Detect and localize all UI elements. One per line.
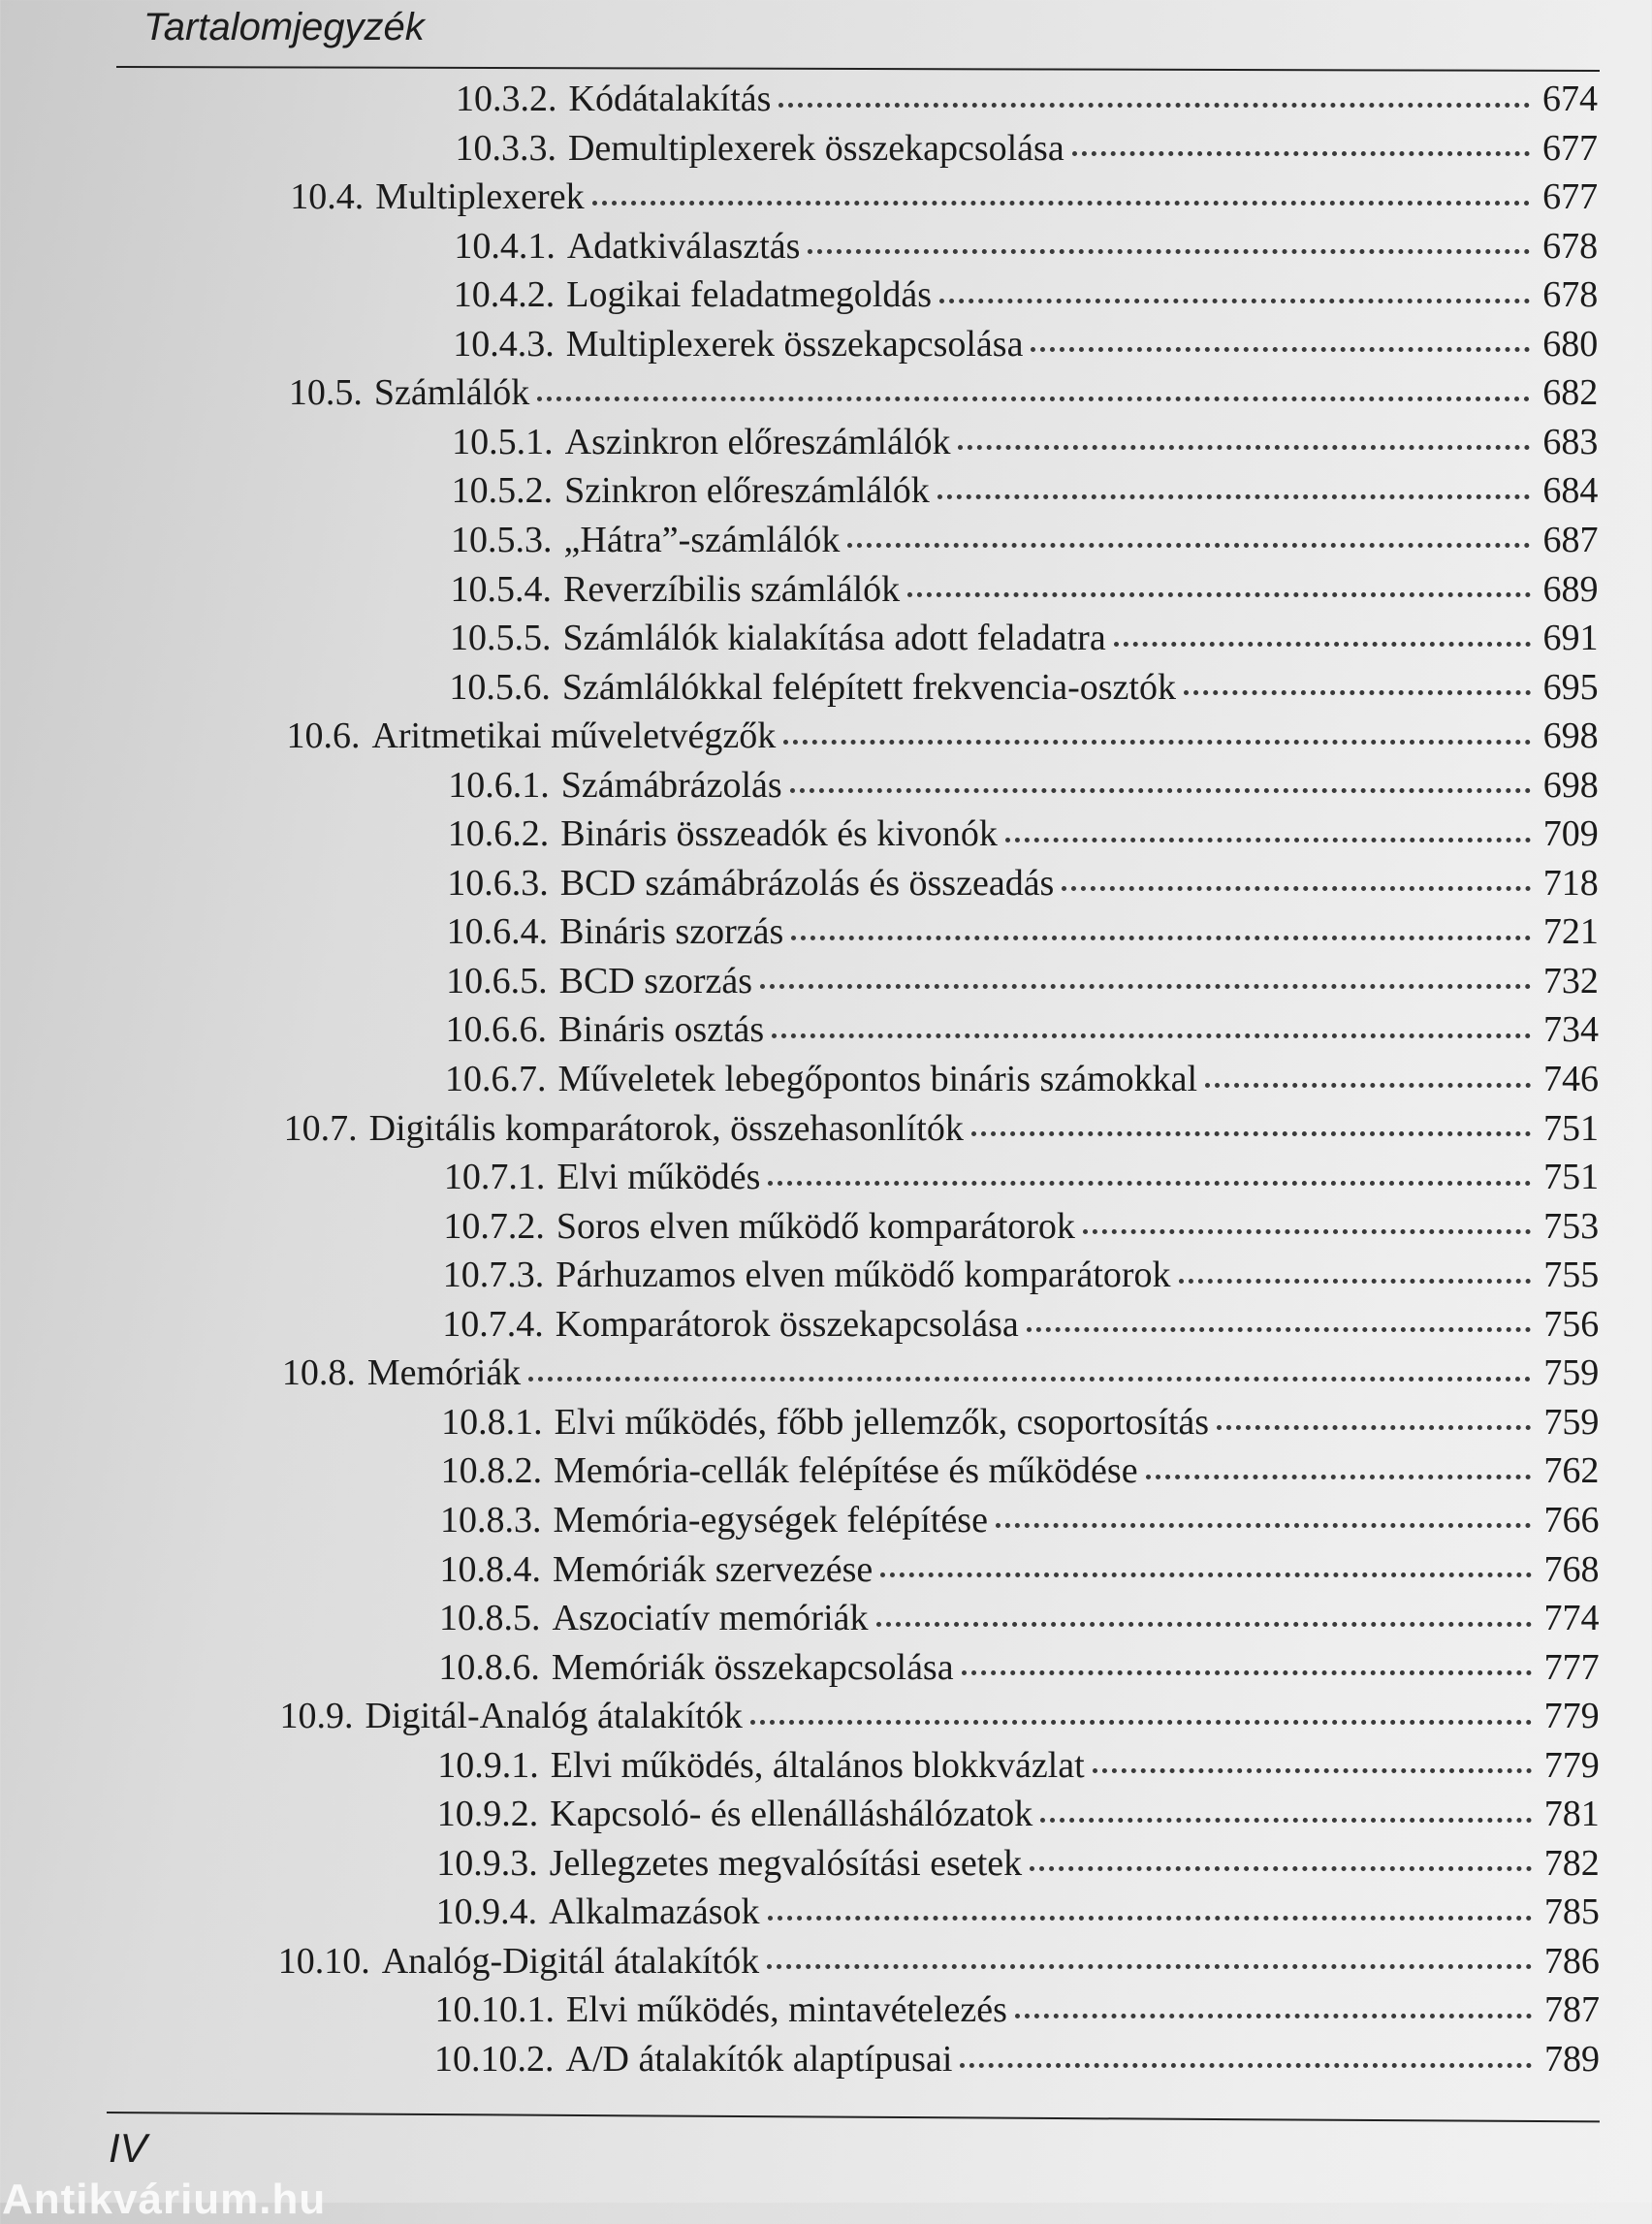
- toc-number: 10.5.: [288, 372, 363, 414]
- toc-title: Digitális komparátorok, összehasonlítók: [368, 1107, 964, 1149]
- toc-subsection-entry: [448, 762, 1598, 809]
- toc-number: 10.9.4.: [435, 1891, 538, 1933]
- toc-page-number: 753: [1543, 1205, 1600, 1247]
- toc-subsection-entry: [435, 1986, 1600, 2033]
- dot-leader: [778, 103, 1530, 108]
- toc-page-number: 682: [1542, 372, 1599, 414]
- toc-page-number: 774: [1543, 1598, 1600, 1639]
- toc-subsection-entry: [450, 615, 1599, 661]
- toc-number: 10.8.1.: [441, 1401, 543, 1443]
- toc-subsection-entry: [451, 566, 1599, 613]
- dot-leader: [1093, 1768, 1532, 1773]
- toc-page-number: 766: [1543, 1499, 1600, 1541]
- toc-page-number: 674: [1542, 79, 1598, 119]
- toc-page-number: 755: [1543, 1255, 1600, 1296]
- toc-title: Bináris osztás: [558, 1009, 765, 1051]
- toc-subsection-entry: [444, 1154, 1599, 1200]
- toc-subsection-entry: [447, 860, 1599, 906]
- toc-page-number: 751: [1543, 1107, 1600, 1149]
- toc-number: 10.5.2.: [451, 470, 554, 512]
- toc-title: Számlálókkal felépített frekvencia-osztók: [561, 666, 1176, 708]
- toc-title: Memóriák szervezése: [553, 1548, 874, 1590]
- toc-subsection-entry: [442, 1301, 1599, 1348]
- toc-title: Digitál-Analóg átalakítók: [365, 1696, 743, 1737]
- toc-subsection-entry: [456, 76, 1598, 122]
- toc-number: 10.6.2.: [447, 813, 550, 855]
- toc-page-number: 787: [1543, 1989, 1600, 2031]
- toc-title: Számlálók: [373, 372, 530, 414]
- dot-leader: [808, 249, 1530, 254]
- toc-title: A/D átalakítók alaptípusai: [565, 2039, 953, 2080]
- toc-number: 10.5.6.: [449, 666, 551, 708]
- dot-leader: [528, 1377, 1531, 1382]
- toc-subsection-entry: [446, 958, 1599, 1004]
- toc-subsection-entry: [443, 1252, 1599, 1298]
- toc-number: 10.8.3.: [440, 1499, 542, 1541]
- toc-title: Multiplexerek összekapcsolása: [565, 323, 1024, 365]
- running-head: Tartalomjegyzék: [143, 6, 425, 48]
- toc-page-number: 762: [1543, 1450, 1600, 1492]
- toc-number: 10.7.: [283, 1107, 358, 1149]
- toc-title: Memóriák összekapcsolása: [551, 1646, 954, 1688]
- dot-leader: [958, 445, 1530, 450]
- dot-leader: [783, 740, 1530, 745]
- dot-leader: [1072, 151, 1530, 156]
- toc-page-number: 759: [1543, 1352, 1600, 1394]
- toc-number: 10.6.6.: [445, 1009, 548, 1051]
- dot-leader: [1031, 347, 1530, 352]
- toc-number: 10.3.3.: [455, 127, 556, 169]
- toc-section-entry: [286, 713, 1598, 759]
- toc-page-number: 680: [1542, 323, 1599, 365]
- toc-subsection-entry: [452, 467, 1599, 514]
- toc-subsection-entry: [440, 1497, 1599, 1543]
- toc-title: Bináris szorzás: [559, 911, 784, 953]
- toc-number: 10.6.7.: [445, 1059, 547, 1099]
- toc-title: BCD számábrázolás és összeadás: [559, 862, 1055, 904]
- toc-page-number: 786: [1543, 1940, 1600, 1982]
- toc-title: Adatkiválasztás: [566, 225, 801, 267]
- toc-subsection-entry: [452, 419, 1598, 465]
- toc-page-number: 782: [1543, 1842, 1600, 1884]
- dot-leader: [760, 984, 1531, 989]
- dot-leader: [750, 1720, 1532, 1725]
- toc-page-number: 751: [1543, 1157, 1600, 1198]
- dot-leader: [592, 201, 1531, 206]
- toc-title: Műveletek lebegőpontos bináris számokkal: [557, 1059, 1198, 1099]
- toc-page-number: 779: [1543, 1744, 1600, 1786]
- toc-number: 10.6.4.: [446, 911, 549, 953]
- toc-number: 10.7.1.: [443, 1157, 546, 1198]
- toc-title: Kódátalakítás: [568, 79, 772, 119]
- watermark-text: Antikvárium.hu: [2, 2176, 327, 2223]
- dot-leader: [962, 1670, 1532, 1675]
- toc-title: Kapcsoló- és ellenálláshálózatok: [550, 1794, 1033, 1835]
- toc-section-entry: [278, 1938, 1600, 1985]
- page-folio: IV: [109, 2125, 147, 2171]
- toc-number: 10.3.2.: [456, 79, 557, 119]
- toc-title: „Hátra”-számlálók: [563, 519, 841, 560]
- toc-section-entry: [290, 174, 1598, 220]
- toc-section-entry: [284, 1105, 1599, 1152]
- toc-number: 10.8.2.: [440, 1450, 543, 1492]
- dot-leader: [876, 1622, 1532, 1627]
- dot-leader: [1205, 1083, 1531, 1088]
- toc-title: Aszinkron előreszámlálók: [564, 421, 951, 462]
- toc-number: 10.6.: [286, 715, 361, 757]
- toc-page-number: 781: [1543, 1794, 1600, 1835]
- toc-title: Számlálók kialakítása adott feladatra: [562, 618, 1106, 659]
- dot-leader: [1027, 1327, 1531, 1332]
- dot-leader: [1083, 1229, 1531, 1234]
- toc-page-number: 759: [1543, 1401, 1600, 1443]
- toc-number: 10.9.3.: [436, 1842, 538, 1884]
- toc-title: Analóg-Digitál átalakítók: [381, 1940, 760, 1982]
- toc-page-number: 789: [1544, 2039, 1600, 2080]
- toc-number: 10.5.5.: [449, 618, 552, 659]
- dot-leader: [768, 1916, 1532, 1921]
- dot-leader: [1184, 690, 1531, 695]
- toc-title: Demultiplexerek összekapcsolása: [567, 127, 1064, 169]
- toc-section-entry: [282, 1350, 1599, 1396]
- toc-subsection-entry: [436, 1840, 1600, 1887]
- toc-subsection-entry: [440, 1546, 1600, 1593]
- toc-subsection-entry: [454, 223, 1598, 270]
- toc-title: Szinkron előreszámlálók: [564, 470, 930, 512]
- dot-leader: [767, 1964, 1532, 1969]
- toc-title: Reverzíbilis számlálók: [563, 568, 901, 610]
- toc-title: Logikai feladatmegoldás: [566, 274, 932, 316]
- dot-leader: [791, 936, 1531, 940]
- dot-leader: [971, 1131, 1531, 1136]
- toc-title: Aszociatív memóriák: [552, 1598, 869, 1639]
- toc-number: 10.5.3.: [451, 519, 553, 560]
- toc-page-number: 777: [1543, 1646, 1600, 1688]
- toc-number: 10.6.1.: [448, 764, 550, 806]
- dot-leader: [1217, 1425, 1531, 1430]
- dot-leader: [1179, 1279, 1532, 1284]
- toc-number: 10.10.2.: [434, 2039, 555, 2080]
- toc-title: Aritmetikai műveletvégzők: [371, 715, 777, 757]
- dot-leader: [1062, 886, 1530, 891]
- toc-page-number: 689: [1542, 568, 1599, 610]
- dot-leader: [768, 1181, 1531, 1186]
- dot-leader: [1040, 1818, 1531, 1823]
- toc-section-entry: [279, 1693, 1599, 1739]
- toc-title: Párhuzamos elven működő komparátorok: [556, 1255, 1171, 1296]
- toc-subsection-entry: [437, 1791, 1600, 1837]
- toc-number: 10.4.: [290, 176, 365, 218]
- toc-title: Memóriák: [366, 1352, 522, 1394]
- toc-number: 10.8.4.: [439, 1548, 541, 1590]
- dot-leader: [960, 2063, 1532, 2068]
- toc-page-number: 709: [1542, 813, 1599, 855]
- toc-number: 10.10.1.: [434, 1989, 556, 2031]
- toc-number: 10.5.1.: [452, 421, 554, 462]
- toc-number: 10.9.: [279, 1696, 354, 1737]
- toc-title: Elvi működés, általános blokkvázlat: [550, 1744, 1085, 1786]
- toc-subsection-entry: [453, 321, 1598, 367]
- toc-number: 10.9.1.: [437, 1744, 539, 1786]
- toc-title: BCD szorzás: [558, 960, 753, 1001]
- toc-title: Számábrázolás: [560, 764, 782, 806]
- toc-number: 10.5.4.: [450, 568, 552, 610]
- toc-subsection-entry: [446, 1006, 1599, 1053]
- toc-title: Memória-egységek felépítése: [553, 1499, 988, 1541]
- toc-subsection-entry: [441, 1447, 1600, 1494]
- toc-title: Multiplexerek: [375, 176, 585, 218]
- toc-page-number: 678: [1542, 225, 1599, 267]
- toc-page-number: 779: [1543, 1696, 1600, 1737]
- toc-page-number: 677: [1542, 127, 1599, 169]
- dot-leader: [1015, 2014, 1532, 2018]
- toc-subsection-entry: [448, 810, 1599, 857]
- toc-number: 10.6.5.: [446, 960, 548, 1001]
- toc-number: 10.9.2.: [436, 1794, 539, 1835]
- toc-number: 10.8.6.: [438, 1646, 540, 1688]
- toc-subsection-entry: [439, 1595, 1600, 1641]
- dot-leader: [1146, 1475, 1532, 1479]
- toc-page-number: 768: [1543, 1548, 1600, 1590]
- toc-subsection-entry: [451, 517, 1598, 563]
- toc-page-number: 684: [1542, 470, 1599, 512]
- toc-number: 10.7.4.: [442, 1303, 544, 1345]
- dot-leader: [537, 397, 1530, 401]
- toc-number: 10.4.3.: [453, 323, 555, 365]
- dot-leader: [772, 1033, 1531, 1038]
- toc-subsection-entry: [436, 1889, 1600, 1935]
- toc-number: 10.8.5.: [438, 1598, 541, 1639]
- toc-subsection-entry: [434, 2036, 1600, 2082]
- dot-leader: [1114, 642, 1531, 647]
- toc-page-number: 687: [1542, 519, 1599, 560]
- toc-page-number: 721: [1542, 911, 1599, 953]
- toc-page-number: 677: [1542, 176, 1599, 218]
- toc-page-number: 718: [1542, 862, 1599, 904]
- toc-number: 10.7.2.: [443, 1205, 545, 1247]
- toc-subsection-entry: [445, 1056, 1599, 1102]
- toc-subsection-entry: [455, 125, 1598, 172]
- dot-leader: [939, 299, 1530, 303]
- dot-leader: [907, 592, 1530, 597]
- toc-number: 10.4.2.: [453, 274, 556, 316]
- toc-number: 10.7.3.: [442, 1255, 545, 1296]
- toc-number: 10.8.: [281, 1352, 356, 1394]
- toc-subsection-entry: [447, 908, 1599, 955]
- toc-number: 10.4.1.: [454, 225, 556, 267]
- toc-page-number: 695: [1542, 666, 1599, 708]
- toc-section-entry: [289, 369, 1598, 416]
- toc-page-number: 683: [1542, 421, 1599, 462]
- toc-page-number: 678: [1542, 274, 1599, 316]
- toc-title: Alkalmazások: [549, 1891, 760, 1933]
- toc-page-number: 756: [1543, 1303, 1600, 1345]
- toc-title: Soros elven működő komparátorok: [556, 1205, 1075, 1247]
- toc-page-number: 691: [1542, 618, 1599, 659]
- toc-title: Jellegzetes megvalósítási esetek: [549, 1842, 1023, 1884]
- toc-number: 10.10.: [277, 1940, 370, 1982]
- toc-subsection-entry: [441, 1399, 1599, 1446]
- toc-page-number: 732: [1542, 960, 1599, 1001]
- dot-leader: [790, 788, 1531, 793]
- toc-title: Elvi működés, főbb jellemzők, csoportosítás: [554, 1401, 1210, 1443]
- dot-leader: [847, 543, 1530, 548]
- dot-leader: [996, 1523, 1531, 1528]
- toc-title: Memória-cellák felépítése és működése: [554, 1450, 1138, 1492]
- toc-page-number: 785: [1543, 1891, 1600, 1933]
- toc-title: Elvi működés, mintavételezés: [566, 1989, 1007, 2031]
- toc-page-number: 698: [1542, 715, 1599, 757]
- toc-number: 10.6.3.: [447, 862, 549, 904]
- toc-subsection-entry: [437, 1742, 1599, 1789]
- dot-leader: [937, 494, 1531, 499]
- dot-leader: [880, 1573, 1531, 1577]
- toc-title: Komparátorok összekapcsolása: [555, 1303, 1019, 1345]
- toc-subsection-entry: [454, 271, 1598, 318]
- dot-leader: [1005, 838, 1531, 842]
- toc-page-number: 698: [1542, 764, 1599, 806]
- toc-title: Elvi működés: [556, 1157, 761, 1198]
- toc-title: Bináris összeadók és kivonók: [560, 813, 998, 855]
- toc-subsection-entry: [438, 1644, 1599, 1691]
- toc-page-number: 746: [1543, 1059, 1599, 1099]
- toc-page-number: 734: [1542, 1009, 1599, 1051]
- toc-subsection-entry: [443, 1203, 1599, 1250]
- dot-leader: [1030, 1866, 1532, 1871]
- toc-subsection-entry: [449, 664, 1598, 711]
